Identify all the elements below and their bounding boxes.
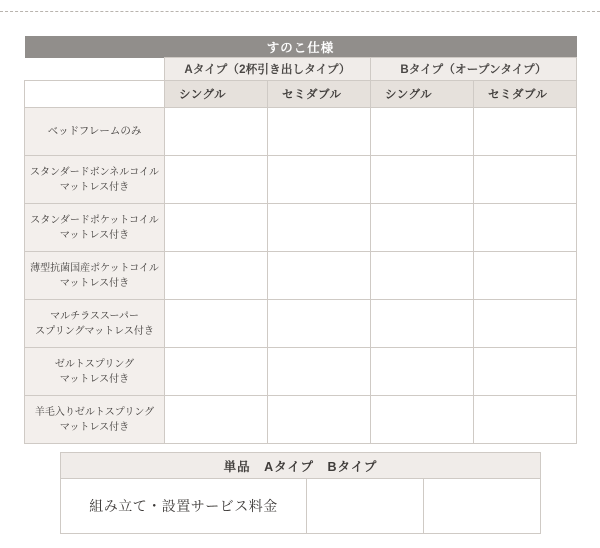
row-cell (165, 156, 268, 204)
row-label: 薄型抗菌国産ポケットコイル マットレス付き (25, 252, 165, 300)
row-cell (165, 348, 268, 396)
spec-table (24, 36, 577, 444)
service-fee-table (60, 452, 541, 534)
row-label: ベッドフレームのみ (25, 108, 165, 156)
row-cell (371, 348, 474, 396)
row-label: スタンダードボンネルコイル マットレス付き (25, 156, 165, 204)
row-cell (371, 300, 474, 348)
spec-table-title-row (25, 36, 577, 58)
row-cell (165, 204, 268, 252)
row-cell (268, 252, 371, 300)
row-cell (268, 156, 371, 204)
row-cell (474, 108, 577, 156)
column-header-a-semidouble: セミダブル (268, 81, 371, 108)
table-row (25, 252, 577, 300)
row-cell (268, 204, 371, 252)
service-fee-label: 組み立て・設置サービス料金 (61, 479, 307, 534)
service-fee-header-label: 単品 Aタイプ Bタイプ (61, 453, 541, 479)
table-row (25, 156, 577, 204)
row-cell (371, 156, 474, 204)
row-cell (371, 108, 474, 156)
table-row (25, 108, 577, 156)
row-cell (268, 396, 371, 444)
table-row (25, 300, 577, 348)
service-fee-cell-b (424, 479, 541, 534)
row-cell (268, 348, 371, 396)
row-cell (474, 348, 577, 396)
column-header-a-single: シングル (165, 81, 268, 108)
row-cell (474, 396, 577, 444)
page-title: すのこ仕様 (25, 36, 577, 58)
group-header-type-b: Bタイプ（オープンタイプ） (371, 58, 577, 81)
row-label: スタンダードポケットコイル マットレス付き (25, 204, 165, 252)
row-cell (268, 300, 371, 348)
service-fee-header-row (61, 453, 541, 479)
row-cell (474, 204, 577, 252)
row-cell (474, 156, 577, 204)
row-cell (474, 252, 577, 300)
column-header-b-semidouble: セミダブル (474, 81, 577, 108)
service-fee-row (61, 479, 541, 534)
row-cell (165, 396, 268, 444)
row-label: マルチラススーパー スプリングマットレス付き (25, 300, 165, 348)
row-cell (165, 108, 268, 156)
row-label: 羊毛入りゼルトスプリング マットレス付き (25, 396, 165, 444)
service-fee-cell-a (307, 479, 424, 534)
column-header-blank (25, 81, 165, 108)
row-cell (474, 300, 577, 348)
table-row (25, 396, 577, 444)
group-header-row (25, 58, 577, 81)
row-label: ゼルトスプリング マットレス付き (25, 348, 165, 396)
row-cell (371, 396, 474, 444)
row-cell (165, 252, 268, 300)
row-cell (165, 300, 268, 348)
table-row (25, 204, 577, 252)
group-header-spacer (25, 58, 165, 81)
service-fee-table-container (60, 452, 540, 534)
row-cell (268, 108, 371, 156)
group-header-type-a: Aタイプ（2杯引き出しタイプ） (165, 58, 371, 81)
row-cell (371, 252, 474, 300)
column-header-row (25, 81, 577, 108)
spec-table-container (24, 36, 576, 444)
row-cell (371, 204, 474, 252)
top-dashed-divider (0, 11, 600, 12)
table-row (25, 348, 577, 396)
column-header-b-single: シングル (371, 81, 474, 108)
